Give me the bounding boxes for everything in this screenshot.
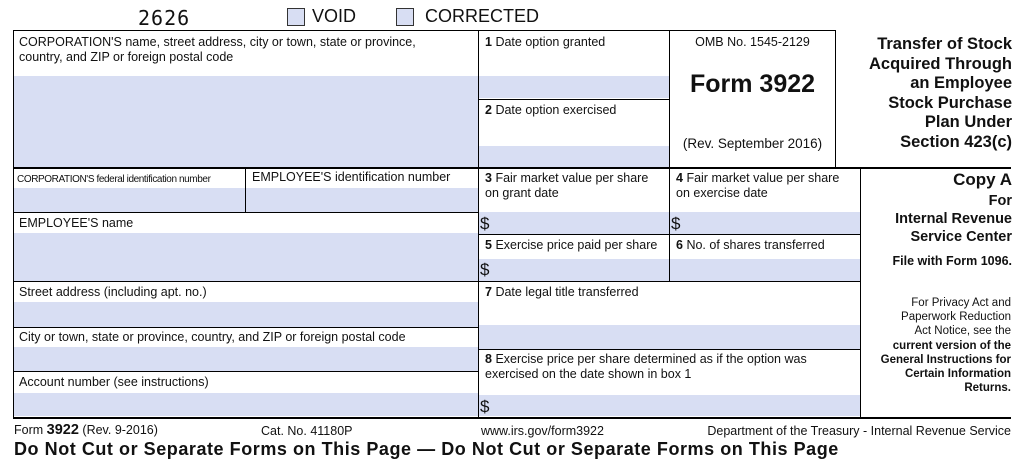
box5-label	[485, 238, 657, 253]
rule-bottom	[13, 417, 1011, 419]
rule-city-bottom	[14, 371, 478, 372]
box1-number: 1	[485, 35, 492, 49]
form-revision: (Rev. September 2016)	[682, 136, 823, 151]
copy-irs-2: Service Center	[910, 229, 1012, 245]
box7-label	[485, 285, 639, 300]
copy-a-heading: Copy A	[953, 170, 1012, 189]
title-line-4: Stock Purchase	[888, 93, 1012, 112]
box7-number: 7	[485, 285, 492, 299]
box5-number: 5	[485, 238, 492, 252]
void-label: VOID	[312, 6, 357, 26]
footer-form-id	[14, 422, 158, 438]
rule-mid	[478, 30, 479, 418]
box5-dollar: $	[480, 260, 490, 279]
title-line-6: Section 423(c)	[900, 132, 1012, 151]
rule-fedid-split	[245, 168, 246, 213]
privacy-line-3: Act Notice, see the	[914, 325, 1011, 338]
box8-input[interactable]	[479, 395, 860, 416]
street-input[interactable]	[14, 302, 478, 327]
form-title	[836, 35, 1012, 152]
city-input[interactable]	[14, 347, 478, 371]
corrected-label: CORRECTED	[425, 6, 540, 26]
corp-name-label: CORPORATION'S name, street address, city or town, state or province, country, and ZIP or foreign postal code	[19, 35, 416, 64]
footer-cat-number: Cat. No. 41180P	[261, 424, 353, 438]
account-label: Account number (see instructions)	[19, 375, 209, 389]
void-checkbox[interactable]	[287, 8, 305, 26]
copy-a-block	[861, 170, 1012, 269]
rule-street-bottom	[14, 327, 478, 328]
rule-b7-bottom	[479, 349, 860, 350]
privacy-line-4: current version of the	[892, 339, 1011, 352]
rule-b3-right	[669, 168, 670, 281]
box3-label	[485, 171, 665, 201]
copy-for: For	[988, 193, 1012, 209]
employee-id-input[interactable]	[246, 188, 478, 212]
box6-number: 6	[676, 238, 683, 252]
box2-input[interactable]	[479, 146, 669, 168]
title-line-5: Plan Under	[924, 113, 1012, 131]
footer-form-prefix: Form	[14, 423, 44, 437]
rule-row2	[13, 167, 1011, 169]
footer-form-number: 3922	[46, 422, 79, 438]
footer-url: www.irs.gov/form3922	[481, 424, 604, 438]
copy-irs-1: Internal Revenue	[895, 211, 1012, 227]
privacy-line-6: Certain Information	[904, 368, 1011, 381]
box3-dollar: $	[480, 214, 490, 233]
form-name: Form 3922	[689, 70, 816, 98]
box5-input[interactable]	[479, 259, 669, 281]
rule-fedid-bottom	[14, 212, 478, 213]
box1-input[interactable]	[479, 76, 669, 98]
box3-text: Fair market value per share on grant date	[485, 171, 649, 200]
box8-number: 8	[485, 352, 492, 366]
omb-number: OMB No. 1545-2129	[695, 35, 810, 49]
privacy-line-2: Paperwork Reduction	[901, 311, 1011, 324]
box6-text: No. of shares transferred	[686, 238, 825, 252]
privacy-line-7: Returns.	[964, 382, 1011, 395]
rule-name-bottom	[14, 281, 478, 282]
box6-label	[676, 238, 825, 253]
rule-b3-bottom	[479, 234, 860, 235]
street-label: Street address (including apt. no.)	[19, 285, 207, 299]
box8-label	[485, 352, 845, 382]
corp-fed-id-input[interactable]	[14, 188, 245, 212]
box2-label	[485, 103, 616, 118]
rule-top	[14, 30, 836, 31]
box3-number: 3	[485, 171, 492, 185]
privacy-line-5: General Instructions for	[880, 353, 1011, 366]
privacy-notice	[861, 296, 1011, 395]
box5-text: Exercise price paid per share	[495, 238, 658, 252]
employee-id-label: EMPLOYEE'S identification number	[252, 170, 451, 184]
footer-warning: Do Not Cut or Separate Forms on This Page — Do Not Cut or Separate Forms on This Page	[14, 439, 839, 459]
copy-file-with: File with Form 1096.	[892, 254, 1012, 268]
footer-form-rev: (Rev. 9-2016)	[82, 423, 158, 437]
corrected-checkbox[interactable]	[396, 8, 414, 26]
form-code: 2626	[138, 6, 191, 30]
box4-dollar: $	[671, 214, 681, 233]
box1-text: Date option granted	[495, 35, 606, 49]
box4-number: 4	[676, 171, 683, 185]
box8-text: Exercise price per share determined as if the option was exercised on the date shown in box 1	[485, 352, 807, 381]
employee-name-input[interactable]	[14, 233, 478, 281]
corp-fed-id-label: CORPORATION'S federal identification number	[17, 174, 211, 185]
box2-text: Date option exercised	[495, 103, 617, 117]
box7-input[interactable]	[479, 325, 860, 349]
title-line-1: Transfer of Stock	[877, 35, 1012, 53]
corp-name-input[interactable]	[14, 76, 478, 168]
employee-name-label: EMPLOYEE'S name	[19, 216, 134, 230]
box6-input[interactable]	[670, 259, 860, 281]
box4-input[interactable]	[670, 212, 860, 234]
box3-input[interactable]	[479, 212, 669, 234]
box4-text: Fair market value per share on exercise date	[676, 171, 840, 200]
title-line-2: Acquired Through	[869, 54, 1012, 73]
box7-text: Date legal title transferred	[495, 285, 639, 299]
account-input[interactable]	[14, 393, 478, 416]
rule-b5-bottom	[479, 281, 860, 282]
title-line-3: an Employee	[910, 74, 1012, 92]
box8-dollar: $	[480, 397, 490, 416]
rule-b1-bottom	[479, 99, 669, 100]
rule-left	[13, 30, 14, 418]
box2-number: 2	[485, 103, 492, 117]
privacy-line-1: For Privacy Act and	[911, 297, 1011, 309]
box4-label	[676, 171, 856, 201]
footer-department: Department of the Treasury - Internal Revenue Service	[707, 424, 1011, 438]
box1-label	[485, 35, 605, 50]
city-label: City or town, state or province, country, and ZIP or foreign postal code	[19, 330, 406, 344]
